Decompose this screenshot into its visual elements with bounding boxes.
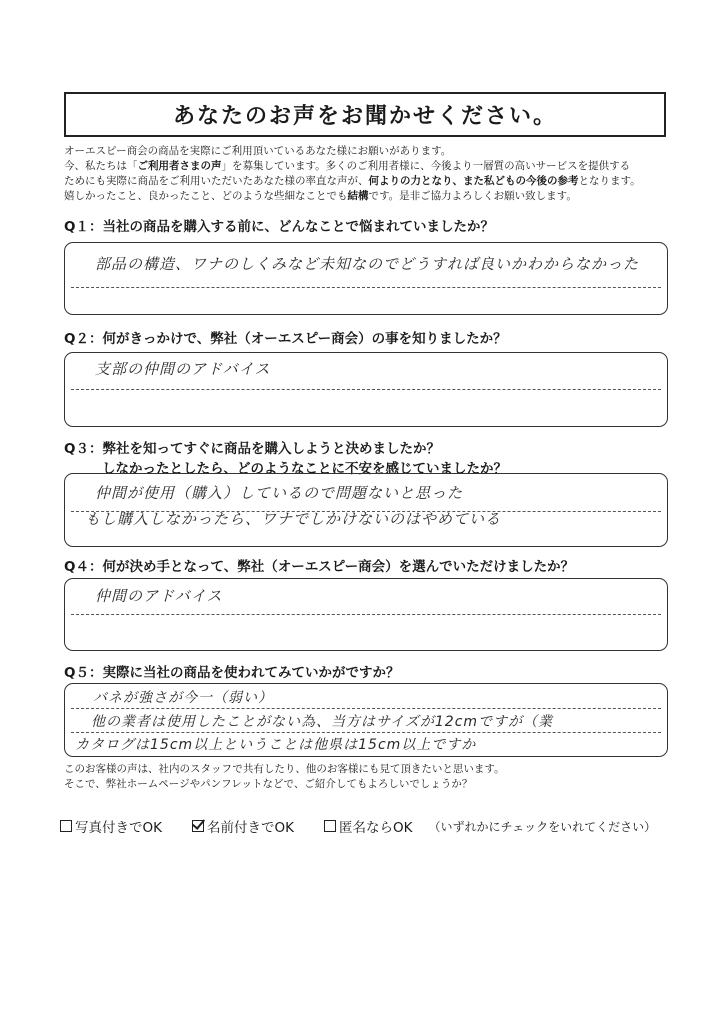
intro-line-3-a: ためにも実際に商品をご利用いただいたあなた様の率直な声が、 <box>64 175 369 187</box>
intro-text <box>64 144 684 204</box>
intro-line-2 <box>64 159 684 174</box>
question-2-label: Q２：何がきっかけで、弊社（オーエスピー商会）の事を知りましたか？ <box>64 331 507 347</box>
photo-ok-checkbox[interactable] <box>60 820 72 832</box>
title-box <box>64 92 666 137</box>
answer-5-line-2: 他の業者は使用したことがない為、当方はサイズが12cmですが（業 <box>91 714 554 730</box>
answer-guide-line <box>71 732 661 733</box>
answer-guide-line <box>71 708 661 709</box>
answer-3-line-1: 仲間が使用（購入）しているので問題ないと思った <box>95 484 464 502</box>
intro-line-2-emphasis: ご利用者さまの声 <box>137 160 222 172</box>
answer-box-5[interactable] <box>64 683 668 757</box>
anonymous-ok-checkbox[interactable] <box>324 820 336 832</box>
intro-line-4-a: 嬉しかったこと、良かったこと、どのような些細なことでも <box>64 190 348 202</box>
answer-box-2[interactable] <box>64 352 668 427</box>
question-1-label: Q１：当社の商品を購入する前に、どんなことで悩まれていましたか？ <box>64 219 494 235</box>
name-ok-checkbox[interactable] <box>192 820 204 832</box>
question-4-label: Q４：何が決め手となって、弊社（オーエスピー商会）を選んでいただけましたか？ <box>64 559 575 575</box>
answer-guide-line <box>71 614 661 615</box>
intro-line-2-c: 」を募集しています。多くのご利用者様に、今後より一層質の高いサービスを提供する <box>221 160 631 172</box>
intro-line-2-a: 今、私たちは「 <box>64 160 138 172</box>
anonymous-ok-label: 匿名ならOK <box>338 820 413 836</box>
consent-photo-option[interactable] <box>60 816 162 836</box>
intro-line-4-emphasis: 結構 <box>347 190 369 202</box>
answer-box-4[interactable] <box>64 578 668 651</box>
answer-4-line-1: 仲間のアドバイス <box>95 587 223 605</box>
answer-5-line-1: バネが強さが今一（弱い） <box>93 690 273 706</box>
footer-line-1: このお客様の声は、社内のスタッフで共有したり、他のお客様にも見て頂きたいと思います。 <box>64 763 505 775</box>
question-3-label-2: しなかったとしたら、どのようなことに不安を感じていましたか？ <box>102 461 507 477</box>
intro-line-4 <box>64 189 684 204</box>
photo-ok-label: 写真付きでOK <box>75 820 162 836</box>
answer-1-line-1: 部品の構造、ワナのしくみなど未知なのでどうすれば良いかわからなかった <box>95 255 640 273</box>
page-title: あなたのお声をお聞かせください。 <box>172 104 557 129</box>
footer-text <box>64 762 504 792</box>
question-5-label: Q５：実際に当社の商品を使われてみていかがですか？ <box>64 665 400 681</box>
answer-5-line-3: カタログは15cm以上ということは他県は15cm以上ですか <box>75 737 477 753</box>
intro-line-4-c: です。是非ご協力よろしくお願い致します。 <box>368 190 577 202</box>
intro-line-3-emphasis: 何よりの力となり、また私どもの今後の参考 <box>368 175 579 187</box>
consent-options <box>60 814 700 838</box>
consent-anonymous-option[interactable] <box>324 816 412 836</box>
question-3-label: Q３：弊社を知ってすぐに商品を購入しようと決めましたか？ <box>64 441 440 457</box>
answer-3-line-2: もし購入しなかったら、ワナでしかけないのはやめている <box>85 510 502 528</box>
answer-guide-line <box>71 389 661 390</box>
consent-name-option[interactable] <box>192 816 294 836</box>
answer-box-1[interactable] <box>64 242 668 315</box>
name-ok-label: 名前付きでOK <box>206 820 294 836</box>
answer-2-line-1: 支部の仲間のアドバイス <box>95 360 271 378</box>
answer-guide-line <box>71 287 661 288</box>
intro-line-3 <box>64 174 684 189</box>
intro-line-3-c: となります。 <box>578 175 641 187</box>
answer-box-3[interactable] <box>64 473 668 547</box>
footer-line-2: そこで、弊社ホームページやパンフレットなどで、ご紹介してもよろしいでしょうか？ <box>64 778 473 790</box>
intro-line-1: オーエスピー商会の商品を実際にご利用頂いているあなた様にお願いがあります。 <box>64 145 452 157</box>
consent-note: （いずれかにチェックをいれてください） <box>428 819 657 834</box>
